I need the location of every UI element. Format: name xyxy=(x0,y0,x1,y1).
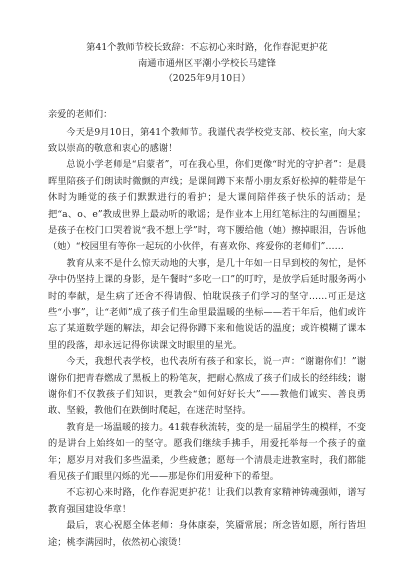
paragraph: 教育从来不是什么惊天动地的大事，是几十年如一日早到校的匆忙，是怀孕中仍坚持上课的身影，是午餐时“多吃一口”的叮咛，是放学后延时服务两小时的奉献，是生病了还舍不得请假、怕耽误孩子们学习的坚守……可正是这些“小事”，让“老师”成了孩子们生命里最温暖的坐标——若干年后，他们或许忘了某道数学题的解法，却会记得你蹲下来和他说话的温度；或许模糊了课本里的段落，却永远记得你读课文时眼里的星光。 xyxy=(48,257,366,351)
paragraph: 教育是一场温暖的接力。41载春秋流转，变的是一届届学生的模样，不变的是讲台上始终如一的坚守。愿我们继续手拂手，用爱托举每一个孩子的童年；愿岁月对我们多些温柔，少些疲惫；愿每一个清晨走进教室时，我们都能看见孩子们眼里闪烁的光——那是你们用爱种下的希望。 xyxy=(48,421,366,483)
speech-date: （2025年9月10日） xyxy=(163,73,251,84)
paragraph: 今天，我想代表学校，也代表所有孩子和家长，说一声：“谢谢你们！”谢谢你们把青春燃成了黑板上的粉笔灰，把耐心熬成了孩子们成长的经纬线；谢谢你们不仅教孩子们知识，更教会“如何好好长大”——教他们诚实、善良勇敢、坚毅，教他们在跌倒时爬起，在迷茫时坚持。 xyxy=(48,356,366,417)
paragraph: 今天是9月10日，第41个教师节。我谨代表学校党支部、校长室，向大家致以崇高的敬意和衷心的感谢！ xyxy=(48,126,366,154)
author-line: 南通市通州区平潮小学校长马建锋 xyxy=(138,57,276,69)
salutation: 亲爱的老师们： xyxy=(48,108,113,120)
paragraph: 总说小学老师是“启蒙者”，可在我心里，你们更像“时光的守护者”：是晨晖里陪孩子们朗读时微颤的声线；是课间蹲下来帮小朋友系好松掉的鞋带是午休时为睡觉的孩子们默默进行的看护；是大课间陪伴孩子快乐的活动；是把“a、o、e”教成世界上最动听的歌谣；是作业本上用红笔标注的勾画圈星；是孩子在校门口哭着说“我不想上学”时，弯下腰给他（她）擦掉眼泪，告诉他（她）“校园里有等你一起玩的小伙伴，有喜欢你、疼爱你的老师们”…… xyxy=(48,159,366,253)
paragraph: 最后，衷心祝愿全体老师：身体康泰，笑靥常展；所念皆如愿，所行皆坦途；桃李满园时，依然初心滚烫！ xyxy=(48,520,366,548)
document-title: 第41个教师节校长致辞：不忘初心来时路，化作春泥更护花 xyxy=(86,42,328,53)
paragraph: 不忘初心来时路，化作春泥更护花！让我们以教育家精神铸魂强师，谱写教育强国建设华章！ xyxy=(48,487,366,515)
